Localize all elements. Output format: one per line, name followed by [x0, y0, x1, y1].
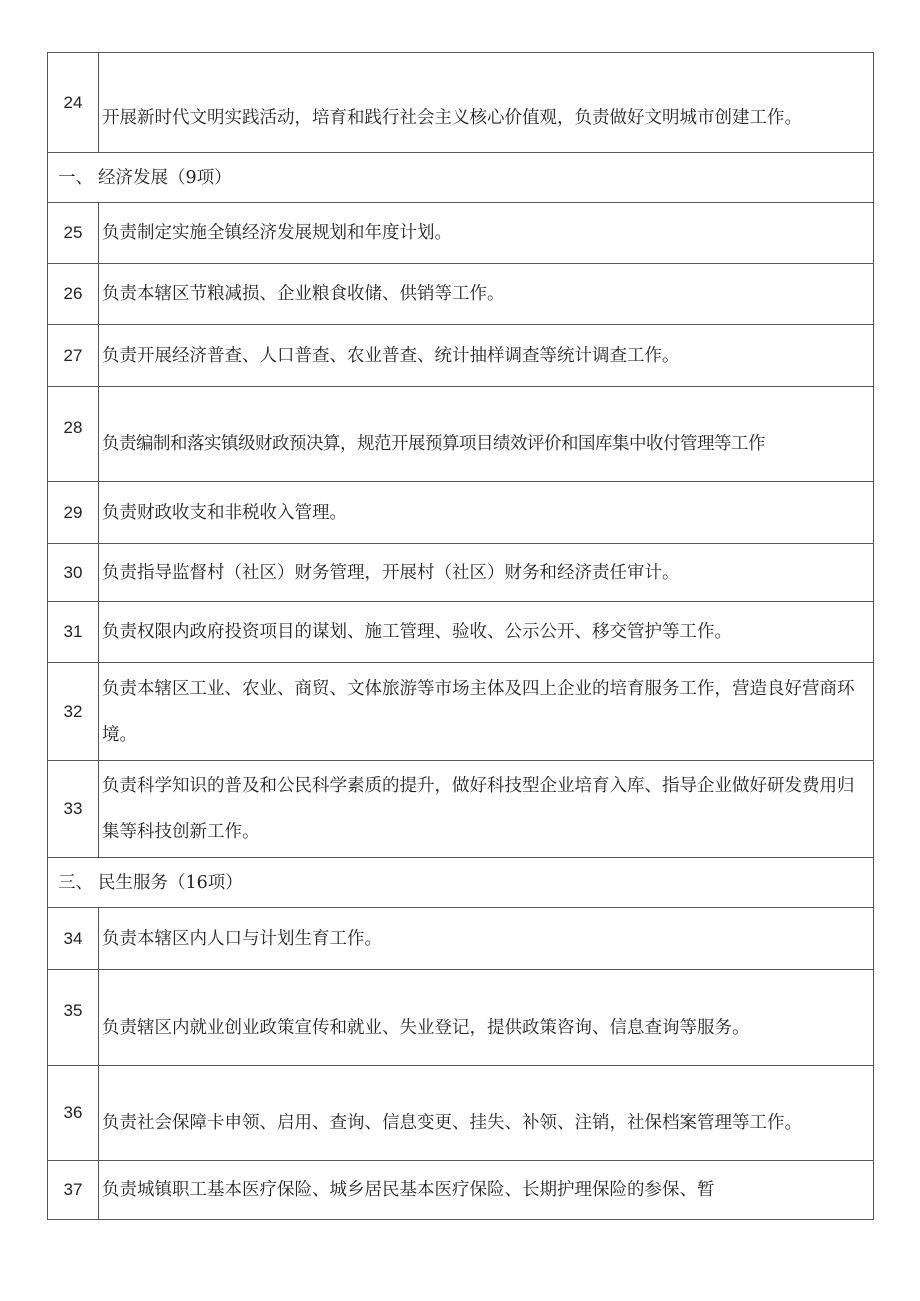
- item-number: 32: [48, 663, 99, 761]
- item-number: 28: [48, 387, 99, 482]
- section-title: 民生服务（16项）: [98, 872, 243, 893]
- table-row: [48, 663, 874, 761]
- item-text: 负责权限内政府投资项目的谋划、施工管理、验收、公示公开、移交管护等工作。: [99, 602, 874, 663]
- table-row: [48, 264, 874, 325]
- section-prefix: 一、: [58, 167, 93, 188]
- item-number: 31: [48, 602, 99, 663]
- item-text: 负责财政收支和非税收入管理。: [99, 482, 874, 544]
- item-text: 负责辖区内就业创业政策宣传和就业、失业登记，提供政策咨询、信息查询等服务。: [99, 970, 874, 1066]
- table-row: [48, 325, 874, 387]
- item-number: 26: [48, 264, 99, 325]
- section-header: [48, 858, 874, 908]
- table-row: [48, 482, 874, 544]
- table-row: [48, 387, 874, 482]
- section-prefix: 三、: [58, 872, 93, 893]
- item-text: 开展新时代文明实践活动，培育和践行社会主义核心价值观，负责做好文明城市创建工作。: [99, 53, 874, 153]
- table-row: [48, 970, 874, 1066]
- duty-list-table: [47, 52, 874, 1220]
- item-text: 负责城镇职工基本医疗保险、城乡居民基本医疗保险、长期护理保险的参保、暂: [99, 1161, 874, 1220]
- item-text: 负责制定实施全镇经济发展规划和年度计划。: [99, 203, 874, 264]
- table-row: [48, 544, 874, 602]
- item-text: 负责科学知识的普及和公民科学素质的提升，做好科技型企业培育入库、指导企业做好研发费用归集等科技创新工作。: [99, 761, 874, 858]
- item-number: 34: [48, 908, 99, 970]
- item-text: 负责本辖区工业、农业、商贸、文体旅游等市场主体及四上企业的培育服务工作，营造良好营商环境。: [99, 663, 874, 761]
- section-header: [48, 153, 874, 203]
- item-number: 24: [48, 53, 99, 153]
- table-row: [48, 1161, 874, 1220]
- item-number: 25: [48, 203, 99, 264]
- section-header-row: [48, 858, 874, 908]
- item-text: 负责社会保障卡申领、启用、查询、信息变更、挂失、补领、注销，社保档案管理等工作。: [99, 1066, 874, 1161]
- item-text: 负责指导监督村（社区）财务管理，开展村（社区）财务和经济责任审计。: [99, 544, 874, 602]
- item-number: 30: [48, 544, 99, 602]
- table-row: [48, 203, 874, 264]
- section-header-row: [48, 153, 874, 203]
- item-number: 36: [48, 1066, 99, 1161]
- table-row: [48, 1066, 874, 1161]
- section-title: 经济发展（9项）: [98, 167, 232, 188]
- item-text: 负责开展经济普查、人口普查、农业普查、统计抽样调查等统计调查工作。: [99, 325, 874, 387]
- item-number: 27: [48, 325, 99, 387]
- item-number: 35: [48, 970, 99, 1066]
- table-row: [48, 908, 874, 970]
- item-text: 负责本辖区内人口与计划生育工作。: [99, 908, 874, 970]
- item-number: 37: [48, 1161, 99, 1220]
- table-row: [48, 761, 874, 858]
- item-number: 29: [48, 482, 99, 544]
- table-row: [48, 53, 874, 153]
- item-number: 33: [48, 761, 99, 858]
- item-text: 负责编制和落实镇级财政预决算，规范开展预算项目绩效评价和国库集中收付管理等工作: [99, 387, 874, 482]
- table-row: [48, 602, 874, 663]
- item-text: 负责本辖区节粮减损、企业粮食收储、供销等工作。: [99, 264, 874, 325]
